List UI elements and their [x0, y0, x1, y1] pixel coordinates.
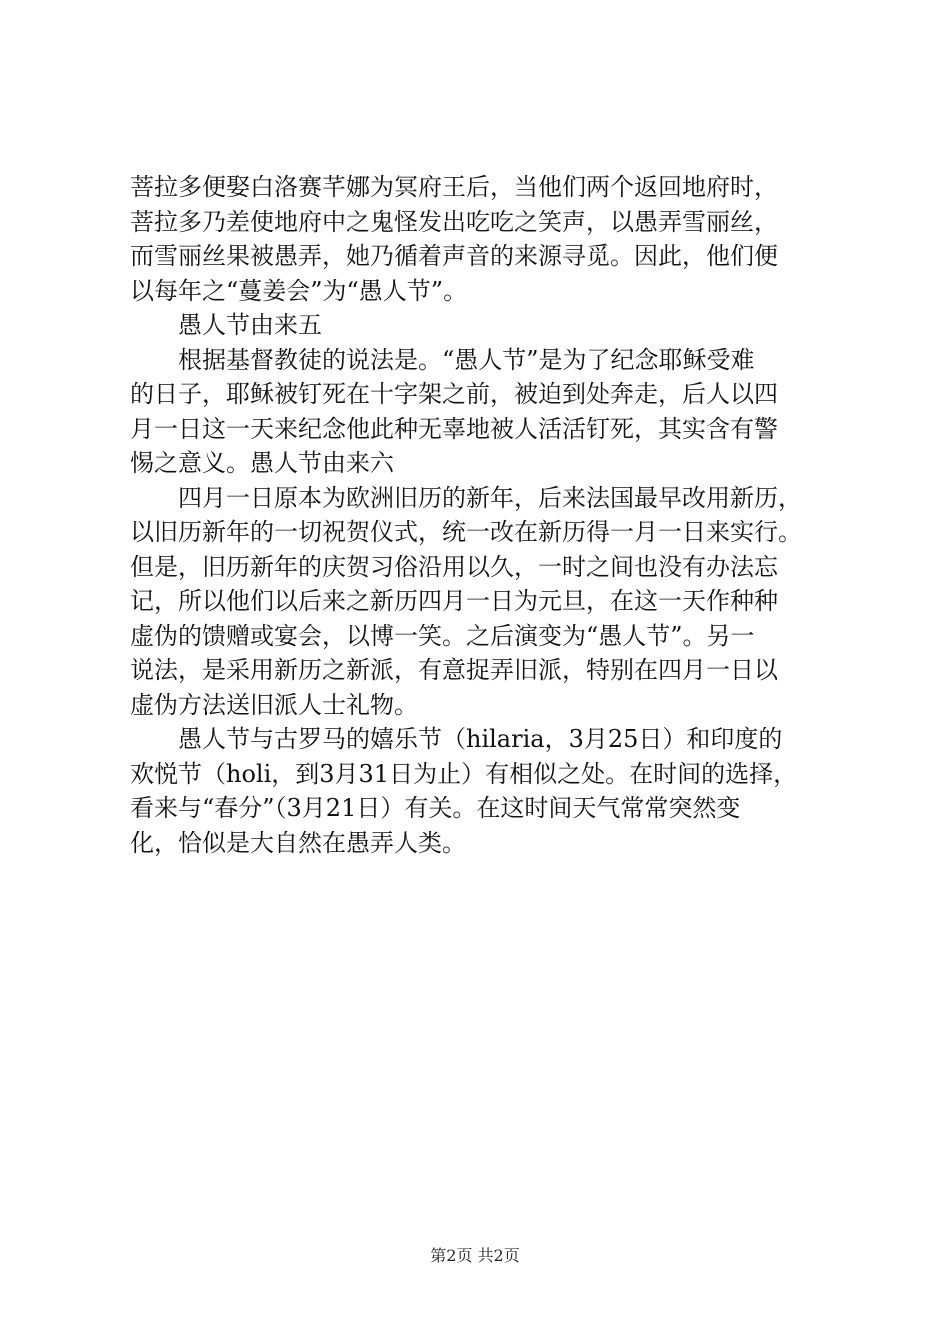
text-line: 愚人节与古罗马的嬉乐节（hilaria，3月25日）和印度的 [178, 725, 783, 753]
text-line: 但是，旧历新年的庆贺习俗沿用以久，一时之间也没有办法忘 [130, 552, 778, 581]
text-line: 化，恰似是大自然在愚弄人类。 [130, 828, 466, 857]
text-line: 虚伪方法送旧派人士礼物。 [130, 690, 418, 719]
text-line: 而雪丽丝果被愚弄，她乃循着声音的来源寻觅。因此，他们便 [130, 242, 778, 270]
text-line: 记，所以他们以后来之新历四月一日为元旦，在这一天作种种 [130, 587, 778, 615]
text-line: 以每年之“蔓姜会”为“愚人节”。 [130, 276, 468, 305]
text-line: 根据基督教徒的说法是。“愚人节”是为了纪念耶稣受难 [178, 345, 755, 374]
document-body [130, 170, 835, 860]
text-line: 以旧历新年的一切祝贺仪式，统一改在新历得一月一日来实行。 [130, 518, 802, 546]
page-footer: 第2页 共2页 [430, 1246, 520, 1265]
text-line: 虚伪的馈赠或宴会，以博一笑。之后演变为“愚人节”。另一 [130, 621, 755, 650]
text-line: 菩拉多乃差使地府中之鬼怪发出吃吃之笑声，以愚弄雪丽丝， [130, 207, 778, 236]
section-heading: 愚人节由来五 [178, 311, 322, 339]
text-line: 的日子，耶稣被钉死在十字架之前，被迫到处奔走，后人以四 [130, 380, 778, 408]
text-line: 四月一日原本为欧洲旧历的新年，后来法国最早改用新历， [178, 483, 802, 512]
text-line: 说法，是采用新历之新派，有意捉弄旧派，特别在四月一日以 [130, 656, 778, 684]
text-line: 菩拉多便娶白洛赛芊娜为冥府王后，当他们两个返回地府时， [130, 173, 778, 201]
text-line: 欢悦节（holi，到3月31日为止）有相似之处。在时间的选择， [130, 759, 798, 788]
text-line: 惕之意义。愚人节由来六 [130, 449, 394, 477]
text-line: 看来与“春分”（3月21日）有关。在这时间天气常常突然变 [130, 794, 741, 822]
text-line: 月一日这一天来纪念他此种无辜地被人活活钉死，其实含有警 [130, 414, 778, 443]
